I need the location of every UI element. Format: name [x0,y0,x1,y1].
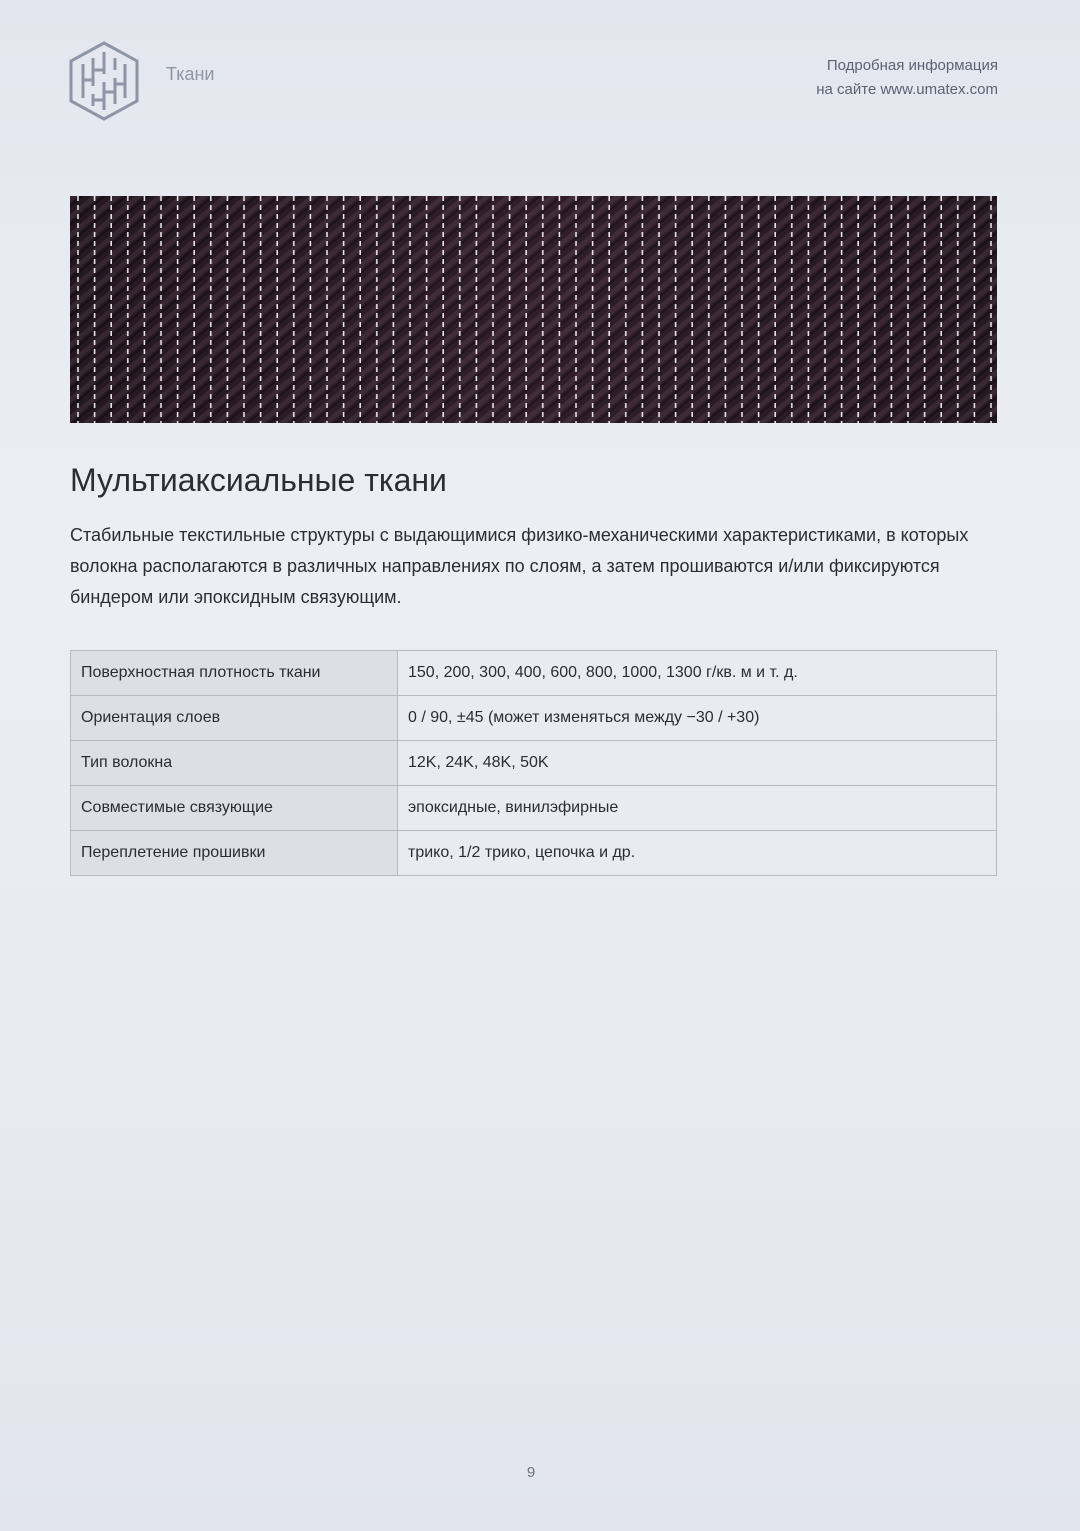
header-info [816,54,998,102]
spec-value: 150, 200, 300, 400, 600, 800, 1000, 1300 г/кв. м и т. д. [398,651,997,696]
section-label: Ткани [166,64,215,84]
table-row [71,696,997,741]
description-paragraph: Стабильные текстильные структуры с выдающимися физико-механическими характеристиками, в которых волокна располагаются в различных направлениях по слоям, а затем прошиваются и/или фиксируются биндером или эпоксидным связующим. [70,525,969,607]
spec-parameter: Тип волокна [71,741,398,786]
table-row [71,651,997,696]
spec-parameter: Ориентация слоев [71,696,398,741]
spec-value: трико, 1/2 трико, цепочка и др. [398,831,997,876]
page-number: 9 [526,1464,536,1481]
fabric-photo [70,196,997,423]
page-title: Мультиаксиальные ткани [70,462,447,498]
table-row [71,741,997,786]
spec-parameter: Совместимые связующие [71,786,398,831]
table-row [71,786,997,831]
spec-value: эпоксидные, винилэфирные [398,786,997,831]
header-info-line: Подробная информация [826,57,998,74]
specs-table [70,650,997,876]
spec-parameter: Переплетение прошивки [71,831,398,876]
spec-value: 12K, 24K, 48K, 50K [398,741,997,786]
spec-value: 0 / 90, ±45 (может изменяться между −30 / +30) [398,696,997,741]
spec-parameter: Поверхностная плотность ткани [71,651,398,696]
logo-icon [68,40,140,122]
table-row [71,831,997,876]
header-info-url-line: на сайте www.umatex.com [816,81,998,98]
